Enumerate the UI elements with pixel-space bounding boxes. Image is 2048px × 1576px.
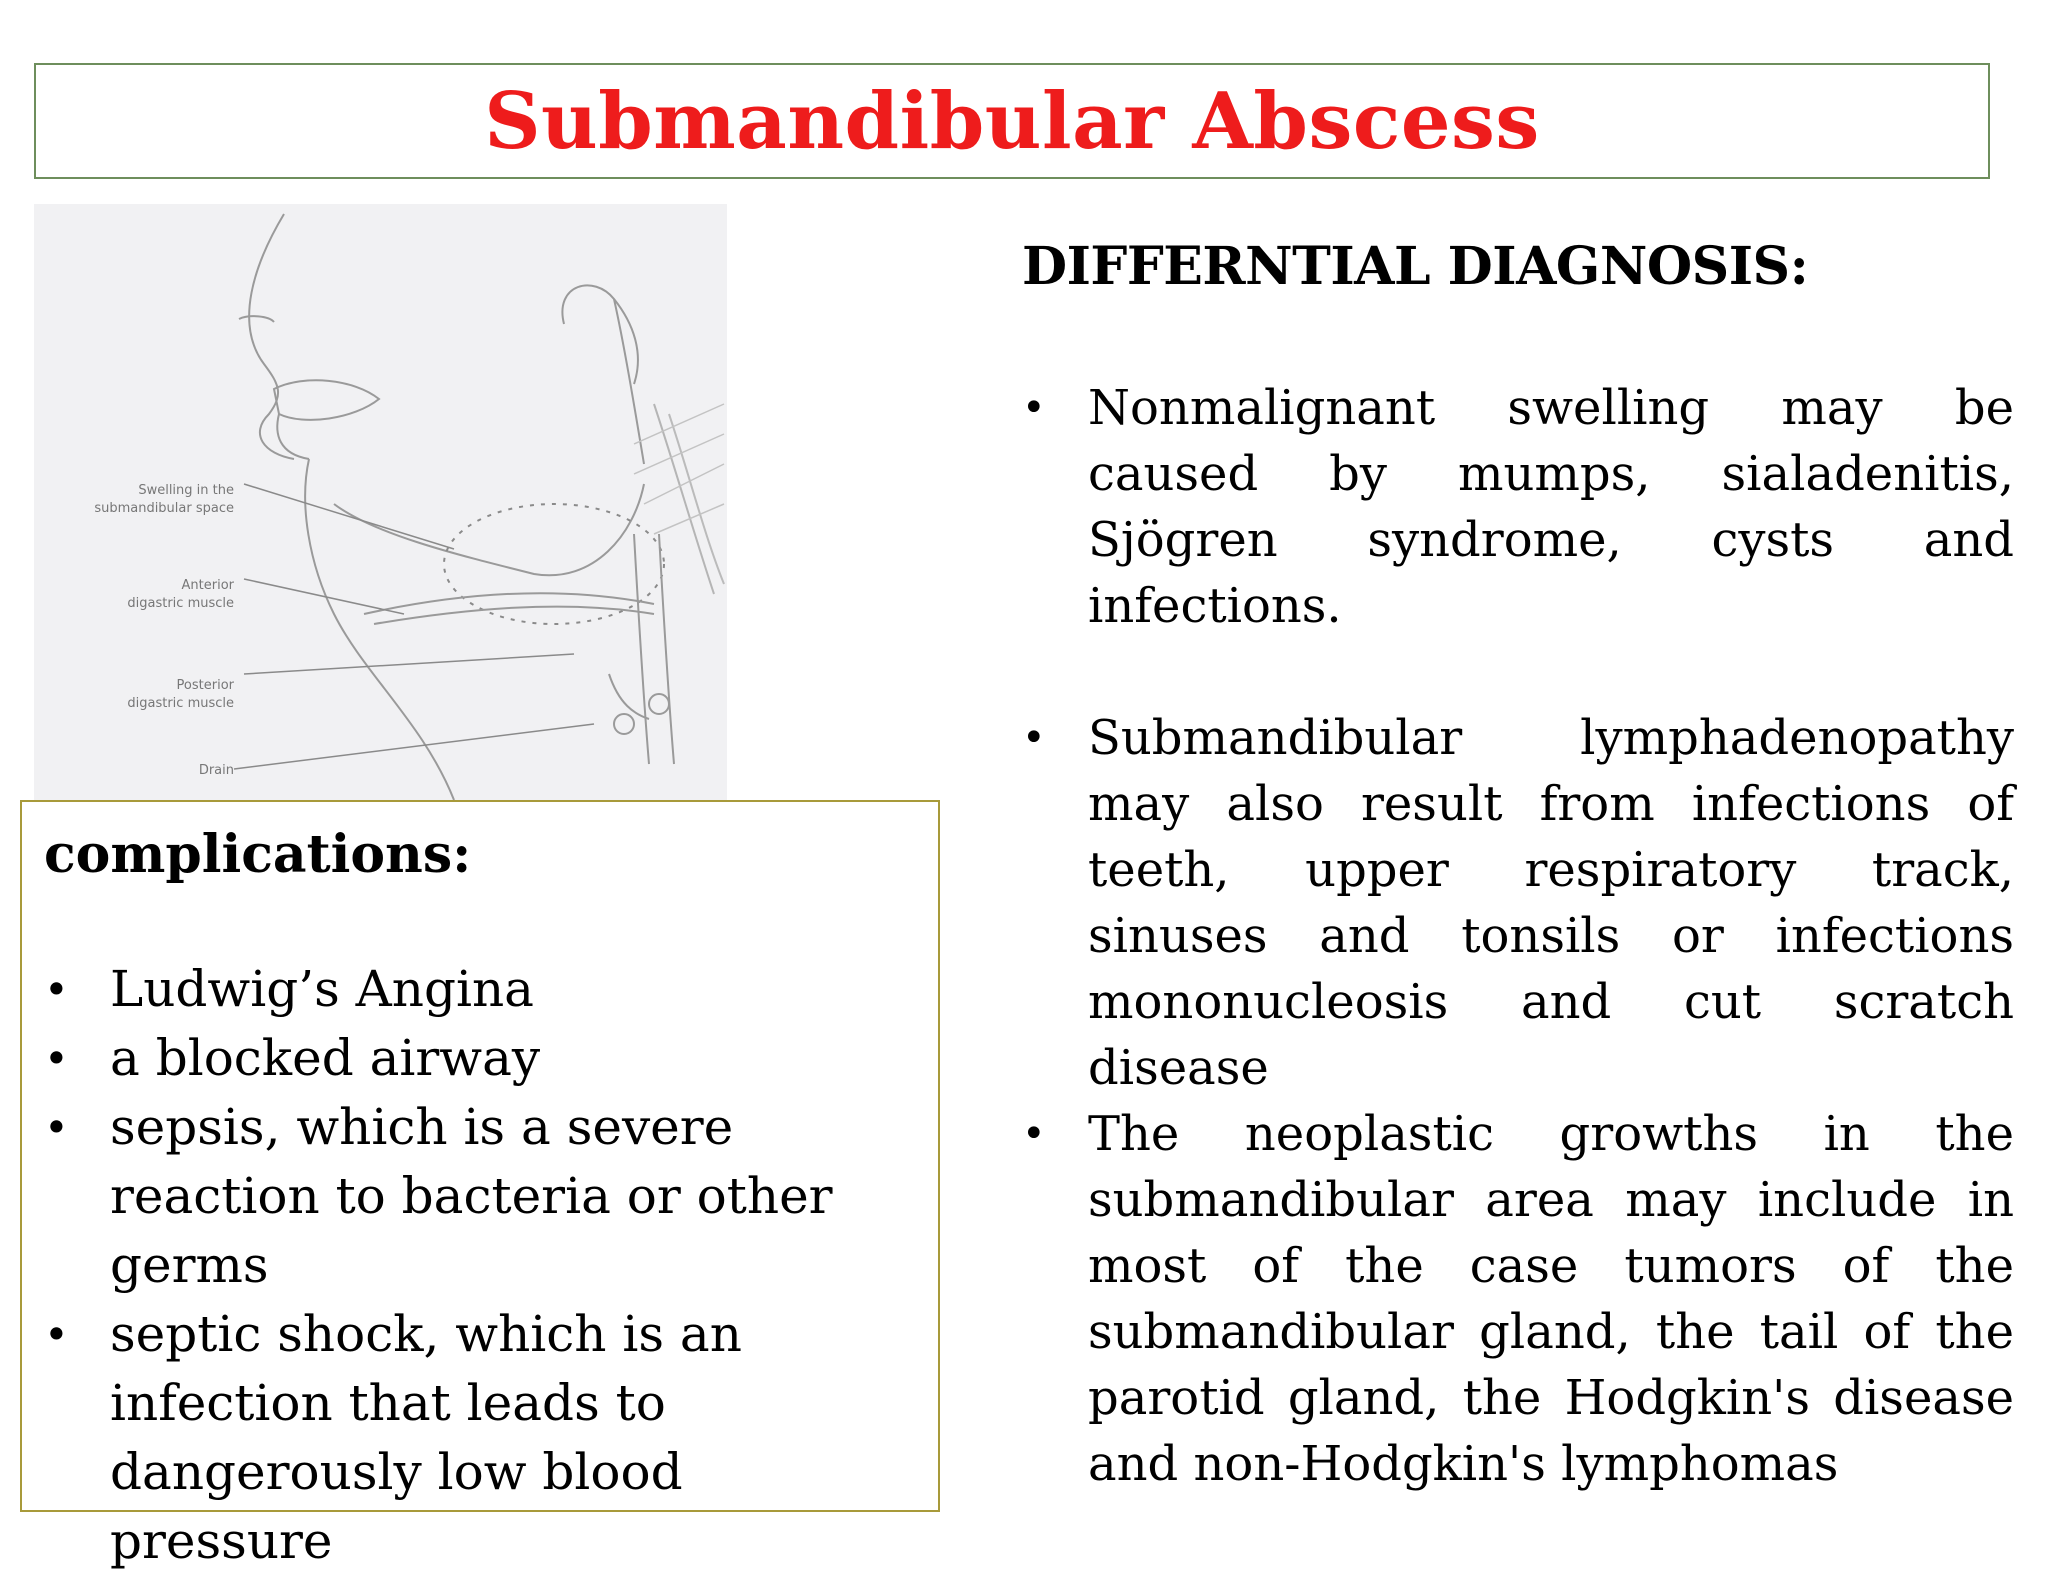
differential-list	[1022, 375, 2014, 1497]
label-anterior-line2: digastric muscle	[127, 596, 234, 611]
differential-heading: DIFFERNTIAL DIAGNOSIS:	[1022, 236, 1809, 297]
posterior-digastric	[634, 534, 649, 764]
complications-box	[20, 800, 940, 1570]
label-swelling-line1: Swelling in the	[138, 483, 234, 498]
label-posterior-line2: digastric muscle	[127, 696, 234, 711]
anatomy-illustration	[34, 204, 727, 800]
page-title: Submandibular Abscess	[484, 75, 1540, 167]
lips-outline	[274, 380, 379, 420]
anterior-digastric	[364, 593, 654, 614]
list-item: • Submandibular lymphadenopathy may also result from infections of teeth, upper respiratory track, sinuses and tonsils or infections mononucleosis and cut scratch disease	[1022, 705, 2014, 1101]
label-posterior-line1: Posterior	[176, 678, 234, 693]
list-item: • a blocked airway	[44, 1024, 918, 1093]
list-item: • sepsis, which is a severe reaction to bacteria or other germs	[44, 1093, 918, 1300]
label-swelling-line2: submandibular space	[94, 501, 234, 516]
mandible-line	[334, 484, 644, 575]
list-item: • septic shock, which is an infection that leads to dangerously low blood pressure	[44, 1300, 918, 1576]
list-item: • Ludwig’s Angina	[44, 955, 918, 1024]
face-profile-line	[249, 214, 294, 459]
title-box	[34, 63, 1990, 179]
complications-list	[44, 955, 918, 1576]
complications-heading: complications:	[44, 824, 472, 885]
label-drain: Drain	[198, 763, 234, 778]
label-anterior-line1: Anterior	[181, 578, 234, 593]
list-item: • The neoplastic growths in the submandibular area may include in most of the case tumors of the submandibular gland, the tail of the parotid gland, the Hodgkin's disease and non-Hodgkin's lymphomas	[1022, 1101, 2014, 1497]
anatomy-sketch	[34, 204, 727, 800]
list-item: • Nonmalignant swelling may be caused by mumps, sialadenitis, Sjögren syndrome, cysts and infections.	[1022, 375, 2014, 639]
drain-circle-1	[614, 714, 634, 734]
differential-section	[1022, 236, 2014, 1497]
